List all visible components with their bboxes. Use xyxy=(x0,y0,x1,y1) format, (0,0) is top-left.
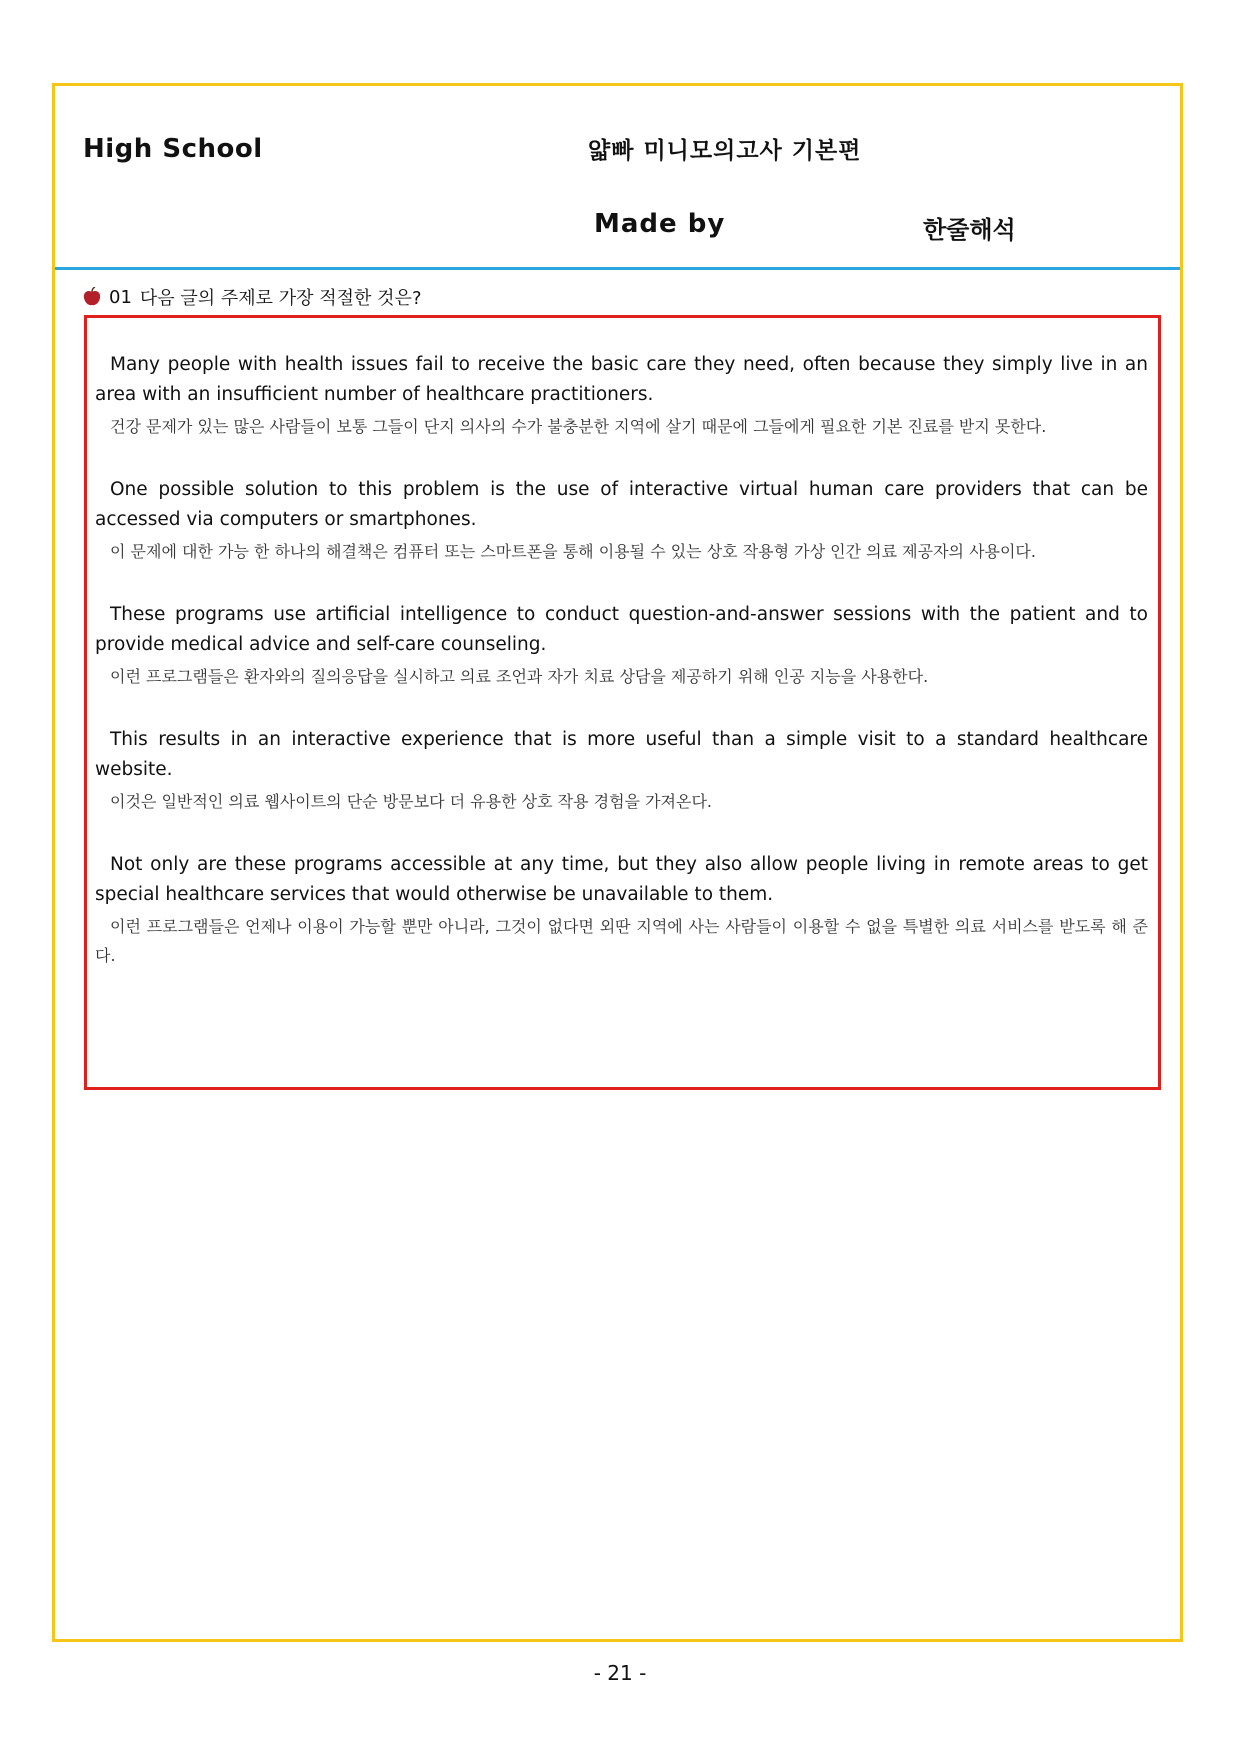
korean-translation: 건강 문제가 있는 많은 사람들이 보통 그들이 단지 의사의 수가 불충분한 지역에 살기 때문에 그들에게 필요한 기본 진료를 받지 못한다. xyxy=(110,417,1047,436)
header-level: High School xyxy=(83,134,263,164)
question-prompt: 다음 글의 주제로 가장 적절한 것은? xyxy=(139,288,422,309)
korean-translation: 이것은 일반적인 의료 웹사이트의 단순 방문보다 더 유용한 상호 작용 경험을 가져온다. xyxy=(110,792,712,811)
passage-paragraph xyxy=(95,475,1148,566)
english-sentence: Not only are these programs accessible at any time, but they also allow people living in remote areas to get special healthcare services that would otherwise be unavailable to them. xyxy=(95,854,1148,905)
page-number: - 21 - xyxy=(593,1661,647,1685)
english-sentence: This results in an interactive experience that is more useful than a simple visit to a standard healthcare website. xyxy=(95,729,1148,780)
question-line xyxy=(83,284,422,310)
page-frame xyxy=(52,83,1183,1642)
passage-paragraph xyxy=(95,350,1148,441)
korean-translation: 이런 프로그램들은 언제나 이용이 가능할 뿐만 아니라, 그것이 없다면 외딴 지역에 사는 사람들이 이용할 수 없을 특별한 의료 서비스를 받도록 해 준다. xyxy=(95,917,1148,965)
passage-paragraph xyxy=(95,725,1148,816)
header-book-title: 얇빠 미니모의고사 기본편 xyxy=(588,138,862,164)
korean-translation: 이런 프로그램들은 환자와의 질의응답을 실시하고 의료 조언과 자가 치료 상담을 제공하기 위해 인공 지능을 사용한다. xyxy=(110,667,929,686)
english-sentence: These programs use artificial intelligence to conduct question-and-answer sessions with the patient and to provide medical advice and self-care counseling. xyxy=(95,604,1148,655)
passage-paragraph xyxy=(95,850,1148,970)
english-sentence: Many people with health issues fail to receive the basic care they need, often because they simply live in an area with an insufficient number of healthcare practitioners. xyxy=(95,354,1148,405)
header-divider xyxy=(55,267,1180,270)
english-sentence: One possible solution to this problem is the use of interactive virtual human care providers that can be accessed via computers or smartphones. xyxy=(95,479,1148,530)
apple-icon xyxy=(83,287,101,307)
header-brand: 한줄해석 xyxy=(923,216,1016,244)
passage-paragraph xyxy=(95,600,1148,691)
korean-translation: 이 문제에 대한 가능 한 하나의 해결책은 컴퓨터 또는 스마트폰을 통해 이용될 수 있는 상호 작용형 가상 인간 의료 제공자의 사용이다. xyxy=(110,542,1036,561)
question-number: 01 xyxy=(109,286,132,308)
passage-box xyxy=(84,315,1161,1090)
header-made-by: Made by xyxy=(594,209,726,239)
